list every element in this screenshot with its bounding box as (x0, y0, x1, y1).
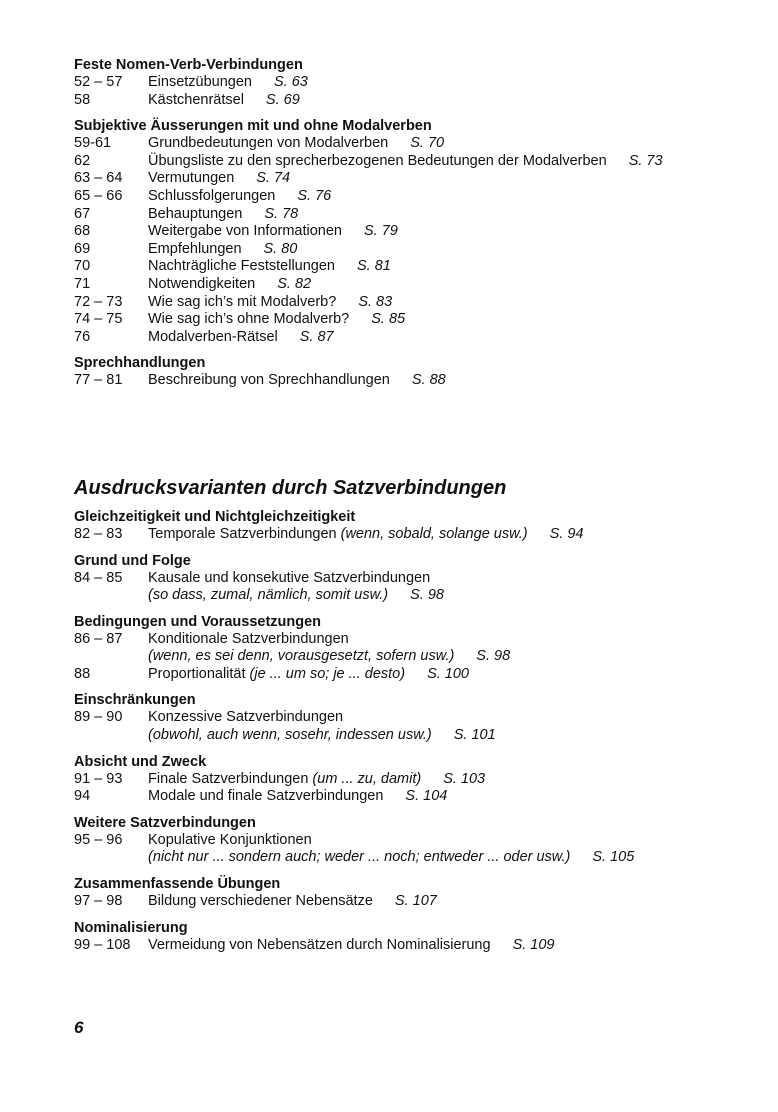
entry-page: S. 107 (394, 893, 437, 910)
entry-title: Nachträgliche Feststellungen (148, 258, 335, 275)
group-heading: Bedingungen und Voraussetzungen (74, 613, 322, 630)
toc-entry (74, 587, 754, 605)
entry-number (74, 587, 148, 605)
entry-examples: (nicht nur ... sondern auch; weder ... noch; entweder ... oder usw.) (148, 849, 571, 866)
entry-number: 89 – 90 (74, 709, 123, 726)
entry-page: S. 79 (364, 223, 398, 240)
entry-page: S. 100 (427, 665, 469, 682)
entry-page: S. 70 (410, 135, 445, 152)
entry-number: 99 – 108 (74, 936, 131, 953)
toc-entry (74, 188, 754, 206)
toc-entry (74, 648, 754, 666)
page-number: 6 (74, 1018, 84, 1037)
entry-examples: (so dass, zumal, nämlich, somit usw.) (148, 587, 389, 604)
entry-number (74, 727, 148, 745)
entry-examples: (obwohl, auch wenn, sosehr, indessen usw.) (148, 727, 432, 744)
entry-number: 62 (74, 152, 91, 169)
entry-page: S. 87 (299, 328, 334, 345)
toc-section-clause-connections (74, 508, 754, 954)
entry-title: Kopulative Konjunktionen (148, 831, 312, 848)
toc-entry (74, 241, 754, 259)
toc-entry (74, 170, 754, 188)
toc-entry (74, 294, 754, 312)
entry-title: Beschreibung von Sprechhandlungen (148, 372, 390, 389)
entry-title: Konzessive Satzverbindungen (148, 709, 344, 726)
toc-entry (74, 849, 754, 867)
group-heading: Absicht und Zweck (74, 753, 207, 770)
toc-entry (74, 526, 754, 544)
entry-title: Bildung verschiedener Nebensätze (148, 893, 373, 910)
entry-title: Grundbedeutungen von Modalverben (148, 135, 389, 152)
entry-number: 72 – 73 (74, 293, 123, 310)
entry-number: 74 – 75 (74, 311, 123, 328)
toc-entry (74, 329, 754, 347)
entry-page: S. 81 (357, 258, 391, 275)
entry-page: S. 98 (476, 648, 511, 665)
entry-title: Vermutungen (148, 170, 235, 187)
entry-title: Behauptungen (148, 205, 243, 222)
entry-number: 67 (74, 205, 91, 222)
toc-entry (74, 832, 754, 850)
entry-examples: (wenn, sobald, solange usw.) (340, 525, 528, 542)
toc-entry (74, 74, 754, 92)
group-heading: Feste Nomen-Verb-Verbindungen (74, 57, 303, 73)
entry-page: S. 88 (411, 372, 446, 389)
entry-number: 69 (74, 240, 91, 257)
entry-title: Notwendigkeiten (148, 275, 256, 292)
entry-page: S. 76 (297, 187, 332, 204)
entry-page: S. 109 (512, 936, 555, 953)
entry-number: 82 – 83 (74, 525, 123, 542)
toc-entry (74, 206, 754, 224)
entry-number: 77 – 81 (74, 372, 123, 389)
entry-title: Proportionalität (148, 665, 246, 682)
group-heading: Sprechhandlungen (74, 355, 206, 372)
group-heading: Gleichzeitigkeit und Nichtgleichzeitigkeit (74, 508, 356, 525)
entry-number: 97 – 98 (74, 893, 123, 910)
toc-entry (74, 372, 754, 390)
entry-page: S. 101 (453, 727, 496, 744)
toc-entry (74, 153, 754, 171)
group-heading: Weitere Satzverbindungen (74, 814, 256, 831)
entry-number: 94 (74, 788, 91, 805)
entry-title: Einsetzübungen (148, 74, 252, 90)
entry-number (74, 648, 148, 666)
entry-number: 70 (74, 258, 91, 275)
entry-examples: (um ... zu, damit) (312, 770, 422, 787)
entry-title: Kästchenrätsel (148, 91, 244, 108)
entry-number: 59-61 (74, 135, 112, 152)
entry-number: 68 (74, 223, 91, 240)
toc-entry (74, 771, 754, 789)
entry-title: Finale Satzverbindungen (148, 770, 309, 787)
toc-entry (74, 666, 754, 684)
entry-title: Weitergabe von Informationen (148, 223, 342, 240)
group-heading: Einschränkungen (74, 692, 196, 709)
entry-page: S. 73 (628, 152, 663, 169)
entry-page: S. 105 (592, 849, 635, 866)
toc-entry (74, 276, 754, 294)
toc-entry (74, 893, 754, 911)
entry-title: Modale und finale Satzverbindungen (148, 788, 384, 805)
entry-number: 52 – 57 (74, 74, 123, 90)
table-of-contents (74, 56, 754, 954)
entry-number: 65 – 66 (74, 187, 123, 204)
entry-title: Wie sag ich’s mit Modalverb? (148, 293, 337, 310)
toc-entry (74, 631, 754, 649)
toc-section-modal-expressions (74, 56, 754, 390)
toc-entry (74, 788, 754, 806)
entry-number: 86 – 87 (74, 630, 123, 647)
entry-page: S. 94 (549, 525, 584, 542)
entry-title: Temporale Satzverbindungen (148, 525, 337, 542)
toc-entry (74, 937, 754, 955)
group-heading: Nominalisierung (74, 919, 188, 936)
entry-title: Empfehlungen (148, 240, 242, 257)
entry-title: Vermeidung von Nebensätzen durch Nominalisierung (148, 936, 491, 953)
toc-entry (74, 92, 754, 110)
entry-number: 76 (74, 328, 91, 345)
entry-title: Schlussfolgerungen (148, 187, 276, 204)
entry-page: S. 104 (405, 788, 448, 805)
toc-entry (74, 258, 754, 276)
entry-title: Modalverben-Rätsel (148, 328, 278, 345)
entry-page: S. 85 (371, 311, 406, 328)
entry-page: S. 63 (274, 74, 308, 90)
entry-number: 58 (74, 91, 91, 108)
group-heading: Grund und Folge (74, 552, 191, 569)
entry-number: 71 (74, 275, 91, 292)
entry-title: Wie sag ich’s ohne Modalverb? (148, 311, 350, 328)
entry-page: S. 98 (410, 587, 444, 604)
entry-examples: (je ... um so; je ... desto) (249, 665, 406, 682)
entry-title: Kausale und konsekutive Satzverbindungen (148, 569, 431, 586)
group-heading: Zusammenfassende Übungen (74, 876, 281, 893)
entry-title: Übungsliste zu den sprecherbezogenen Bedeutungen der Modalverben (148, 152, 607, 169)
entry-number: 63 – 64 (74, 170, 123, 187)
entry-number: 84 – 85 (74, 569, 123, 586)
entry-page: S. 78 (264, 205, 299, 222)
entry-page: S. 80 (263, 240, 298, 257)
section-title: Ausdrucksvarianten durch Satzverbindungen (74, 476, 507, 499)
entry-page: S. 69 (265, 91, 300, 108)
toc-entry (74, 223, 754, 241)
toc-entry (74, 570, 754, 588)
entry-number: 95 – 96 (74, 831, 123, 848)
toc-entry (74, 135, 754, 153)
entry-title: Konditionale Satzverbindungen (148, 630, 349, 647)
toc-entry (74, 709, 754, 727)
entry-page: S. 82 (277, 275, 312, 292)
toc-entry (74, 727, 754, 745)
toc-entry (74, 311, 754, 329)
group-heading: Subjektive Äusserungen mit und ohne Modalverben (74, 118, 432, 135)
entry-number: 91 – 93 (74, 770, 123, 787)
entry-number (74, 849, 148, 867)
entry-page: S. 74 (256, 170, 291, 187)
entry-page: S. 103 (443, 770, 486, 787)
entry-number: 88 (74, 665, 91, 682)
entry-examples: (wenn, es sei denn, vorausgesetzt, sofern usw.) (148, 648, 455, 665)
entry-page: S. 83 (358, 293, 393, 310)
